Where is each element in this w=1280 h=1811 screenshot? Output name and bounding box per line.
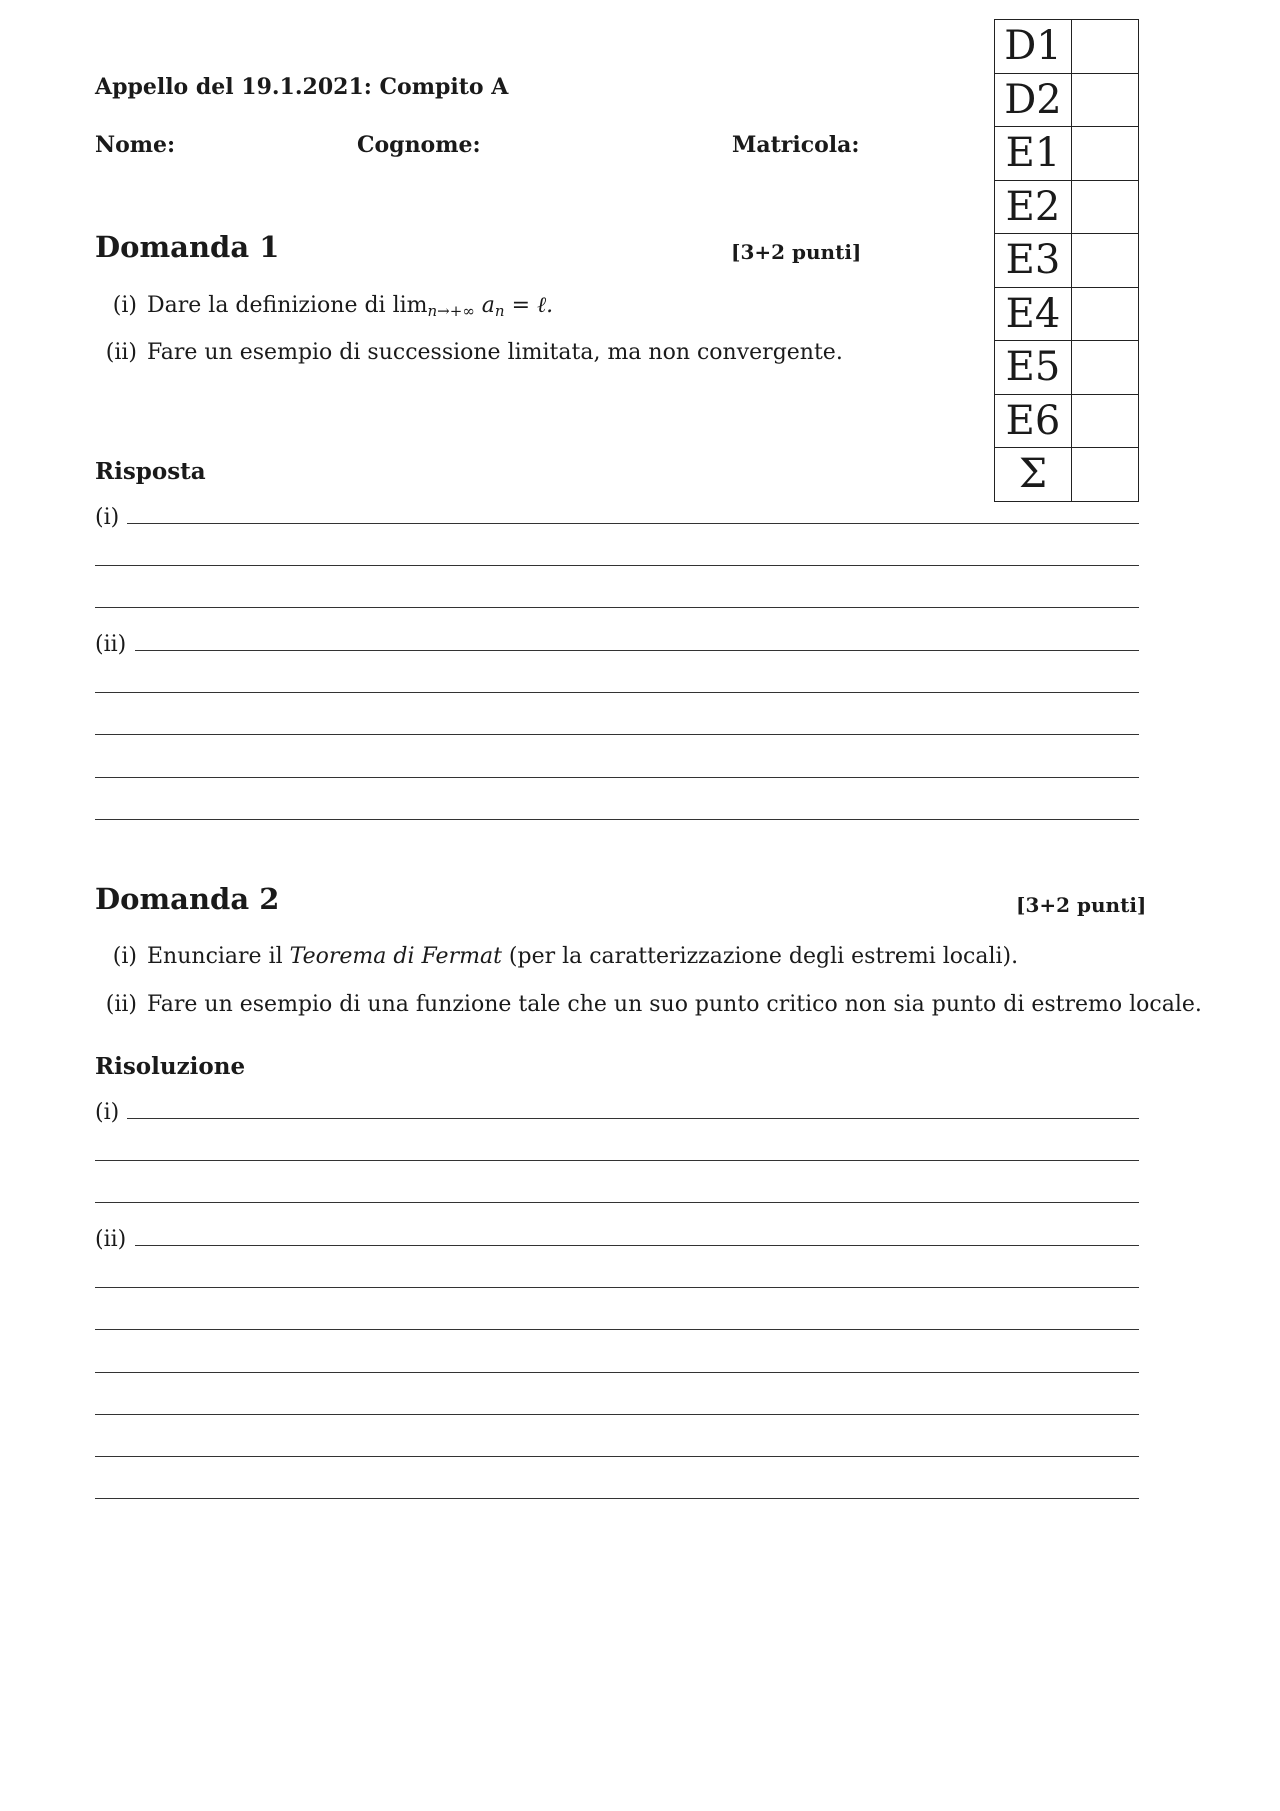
grade-box[interactable] [1072,20,1139,74]
grade-label: E5 [995,341,1072,395]
matricola-label: Matricola: [732,132,860,158]
grade-label: D1 [995,20,1072,74]
answer-line[interactable] [95,734,1139,735]
grade-box[interactable] [1072,234,1139,288]
grade-box[interactable] [1072,180,1139,234]
question2-answer-label: Risoluzione [95,1053,246,1080]
answer-line[interactable] [95,1287,1139,1288]
answer-line[interactable] [95,1329,1139,1330]
grade-row [995,20,1139,74]
question1-item-i: (i) Dare la definizione di $\lim_{n\to+\infty} a_n$ = ℓ. [112,293,554,320]
grade-box[interactable] [1072,341,1139,395]
grade-label: E2 [995,180,1072,234]
grade-row [995,394,1139,448]
answer-line[interactable] [95,1202,1139,1203]
answer-line[interactable] [95,777,1139,778]
answer-line[interactable] [95,1498,1139,1499]
answer-line[interactable] [95,565,1139,566]
grade-row [995,448,1139,502]
answer-line[interactable] [127,1118,1139,1119]
answer-line[interactable] [135,650,1139,651]
answer-line[interactable] [95,1160,1139,1161]
answer-line[interactable] [95,819,1139,820]
grade-label: D2 [995,73,1072,127]
grade-label: E3 [995,234,1072,288]
cognome-label: Cognome: [357,132,481,158]
grade-row [995,287,1139,341]
grade-row [995,180,1139,234]
answer-line[interactable] [95,1456,1139,1457]
answer-line[interactable] [95,692,1139,693]
grade-row [995,127,1139,181]
grade-label: E4 [995,287,1072,341]
question1-answer-num-ii: (ii) [95,632,127,657]
grade-box[interactable] [1072,127,1139,181]
question2-answer-num-ii: (ii) [95,1227,127,1252]
grade-row [995,234,1139,288]
answer-line[interactable] [95,607,1139,608]
question1-points: [3+2 punti] [731,240,862,264]
grade-label: E6 [995,394,1072,448]
nome-label: Nome: [95,132,176,158]
question2-item-ii: (ii) Fare un esempio di una funzione tale che un suo punto critico non sia punto di estremo locale. [105,992,1202,1017]
grade-row [995,73,1139,127]
answer-line[interactable] [95,1372,1139,1373]
answer-line[interactable] [127,523,1139,524]
grade-box[interactable] [1072,73,1139,127]
grade-table [994,19,1139,502]
grade-label: E1 [995,127,1072,181]
answer-line[interactable] [135,1245,1139,1246]
grade-label: Σ [995,448,1072,502]
grade-row [995,341,1139,395]
question1-item-ii: (ii) Fare un esempio di successione limitata, ma non convergente. [105,340,843,365]
question2-answer-num-i: (i) [95,1100,120,1125]
question2-points: [3+2 punti] [1016,893,1147,917]
answer-line[interactable] [95,1414,1139,1415]
question1-answer-num-i: (i) [95,505,120,530]
grade-box[interactable] [1072,448,1139,502]
question1-title: Domanda 1 [95,230,280,264]
grade-box[interactable] [1072,394,1139,448]
exam-title: Appello del 19.1.2021: Compito A [95,74,509,100]
question2-title: Domanda 2 [95,882,280,916]
question2-item-i: (i) Enunciare il Teorema di Fermat (per la caratterizzazione degli estremi locali). [112,944,1019,969]
grade-box[interactable] [1072,287,1139,341]
question1-answer-label: Risposta [95,458,206,485]
